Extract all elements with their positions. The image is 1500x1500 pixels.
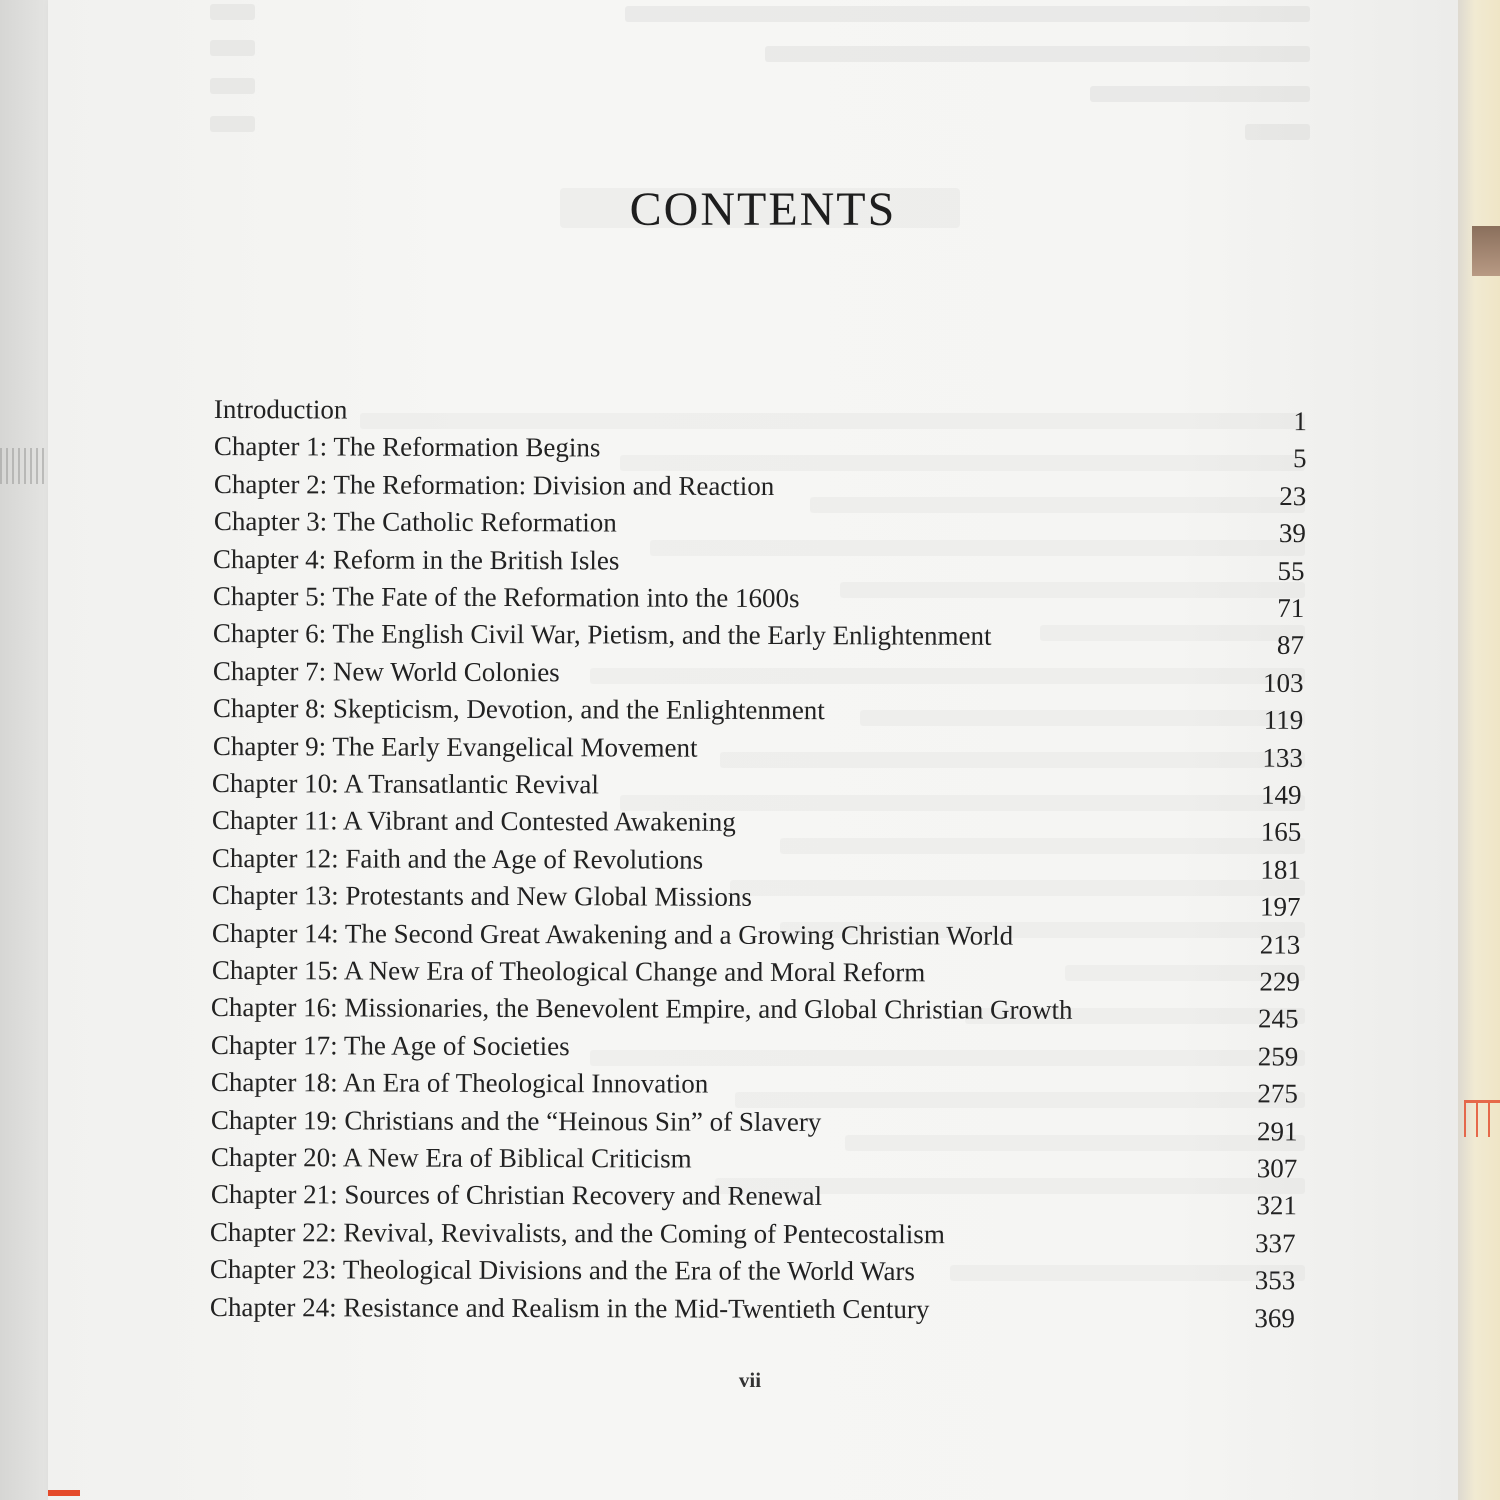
toc-entry-label: Chapter 12: Faith and the Age of Revolutions <box>211 842 704 875</box>
left-page-edge-marks <box>0 448 48 484</box>
toc-entry-page: 353 <box>1254 1265 1296 1296</box>
toc-entry-page: 119 <box>1263 704 1303 736</box>
toc-entry-page: 307 <box>1256 1153 1297 1184</box>
toc-entry-chapter-14 <box>211 917 1300 960</box>
toc-entry-label: Chapter 18: An Era of Theological Innovation <box>210 1067 709 1099</box>
toc-entry-chapter-18 <box>210 1067 1298 1109</box>
toc-entry-label: Chapter 10: A Transatlantic Revival <box>212 768 600 800</box>
toc-entry-label: Chapter 24: Resistance and Realism in the Mid-Twentieth Century <box>209 1291 930 1324</box>
toc-entry-label: Introduction <box>213 394 348 425</box>
toc-entry-label: Chapter 21: Sources of Christian Recovery and Renewal <box>210 1179 822 1212</box>
toc-entry-chapter-11 <box>212 805 1302 848</box>
toc-entry-label: Chapter 20: A New Era of Biblical Criticism <box>210 1142 692 1174</box>
toc-entry-page: 369 <box>1254 1302 1295 1333</box>
toc-entry-chapter-3 <box>213 506 1306 549</box>
toc-entry-chapter-13 <box>211 880 1301 922</box>
toc-entry-label: Chapter 8: Skepticism, Devotion, and the Enlightenment <box>212 693 825 726</box>
toc-entry-chapter-12 <box>211 842 1301 885</box>
toc-entry-label: Chapter 22: Revival, Revivalists, and the Coming of Pentecostalism <box>210 1216 946 1250</box>
toc-entry-chapter-8 <box>212 693 1303 736</box>
toc-entry-label: Chapter 4: Reform in the British Isles <box>213 543 620 576</box>
toc-entry-chapter-24 <box>209 1291 1295 1333</box>
toc-entry-label: Chapter 17: The Age of Societies <box>211 1029 570 1061</box>
toc-entry-page: 55 <box>1277 555 1305 586</box>
toc-entry-label: Chapter 14: The Second Great Awakening and a Growing Christian World <box>211 917 1013 951</box>
toc-entry-label: Chapter 13: Protestants and New Global Missions <box>211 880 752 913</box>
toc-entry-label: Chapter 9: The Early Evangelical Movement <box>212 730 698 763</box>
toc-entry-page: 87 <box>1276 630 1304 661</box>
toc-entry-page: 1 <box>1293 406 1307 437</box>
toc-entry-page: 197 <box>1259 891 1301 922</box>
toc-entry-page: 165 <box>1260 816 1302 848</box>
toc-entry-label: Chapter 19: Christians and the “Heinous Sin” of Slavery <box>210 1104 822 1137</box>
toc-entry-page: 5 <box>1292 443 1307 474</box>
toc-entry-page: 259 <box>1257 1041 1299 1072</box>
toc-entry-page: 39 <box>1278 518 1306 549</box>
toc-entry-chapter-15 <box>211 955 1300 997</box>
toc-entry-chapter-16 <box>211 992 1299 1034</box>
bottom-red-mark <box>48 1490 80 1496</box>
toc-entry-label: Chapter 6: The English Civil War, Pietism, and the Early Enlightenment <box>212 618 992 652</box>
toc-entry-chapter-21 <box>210 1179 1297 1221</box>
toc-entry-page: 229 <box>1258 966 1300 997</box>
toc-entry-chapter-10 <box>212 768 1302 810</box>
toc-entry-chapter-5 <box>213 581 1305 623</box>
toc-entry-chapter-4 <box>213 543 1305 586</box>
toc-entry-label: Chapter 5: The Fate of the Reformation into the 1600s <box>213 581 800 614</box>
toc-entry-chapter-17 <box>211 1029 1299 1072</box>
toc-entry-page: 23 <box>1278 480 1306 511</box>
toc-entry-page: 213 <box>1259 929 1300 960</box>
toc-entry-page: 245 <box>1258 1003 1299 1034</box>
toc-entry-label: Chapter 15: A New Era of Theological Change and Moral Reform <box>211 955 925 988</box>
toc-entry-page: 133 <box>1261 742 1303 773</box>
toc-entry-page: 337 <box>1255 1227 1296 1259</box>
toc-entry-page: 275 <box>1257 1078 1298 1109</box>
toc-entry-chapter-22 <box>210 1216 1296 1259</box>
toc-entry-page: 181 <box>1260 854 1301 885</box>
toc-entry-label: Chapter 16: Missionaries, the Benevolent Empire, and Global Christian Growth <box>211 992 1073 1026</box>
toc-entry-chapter-2 <box>213 468 1306 511</box>
toc-entry-introduction <box>213 394 1307 437</box>
toc-entry-page: 71 <box>1277 592 1305 623</box>
toc-entry-chapter-7 <box>212 655 1304 698</box>
toc-entry-label: Chapter 3: The Catholic Reformation <box>213 506 617 538</box>
toc-entry-label: Chapter 11: A Vibrant and Contested Awakening <box>212 805 736 838</box>
page-number: vii <box>738 1368 762 1392</box>
toc-entry-chapter-20 <box>210 1142 1297 1184</box>
page-title: CONTENTS <box>629 183 897 236</box>
toc-entry-chapter-23 <box>210 1254 1296 1296</box>
toc-entry-label: Chapter 1: The Reformation Begins <box>213 431 601 463</box>
toc-entry-chapter-19 <box>210 1104 1298 1147</box>
toc-entry-chapter-6 <box>212 618 1304 661</box>
toc-entry-page: 149 <box>1261 779 1302 810</box>
right-book-red-marks <box>1464 1100 1500 1137</box>
toc-entry-page: 103 <box>1262 667 1304 698</box>
toc-entry-label: Chapter 2: The Reformation: Division and Reaction <box>213 468 775 501</box>
toc-entry-page: 321 <box>1255 1190 1297 1221</box>
toc-entry-label: Chapter 23: Theological Divisions and the Era of the World Wars <box>210 1254 916 1287</box>
toc-entry-page: 291 <box>1256 1115 1298 1147</box>
toc-entry-label: Chapter 7: New World Colonies <box>212 655 560 688</box>
toc-entry-chapter-1 <box>213 431 1307 474</box>
toc-entry-chapter-9 <box>212 730 1303 773</box>
